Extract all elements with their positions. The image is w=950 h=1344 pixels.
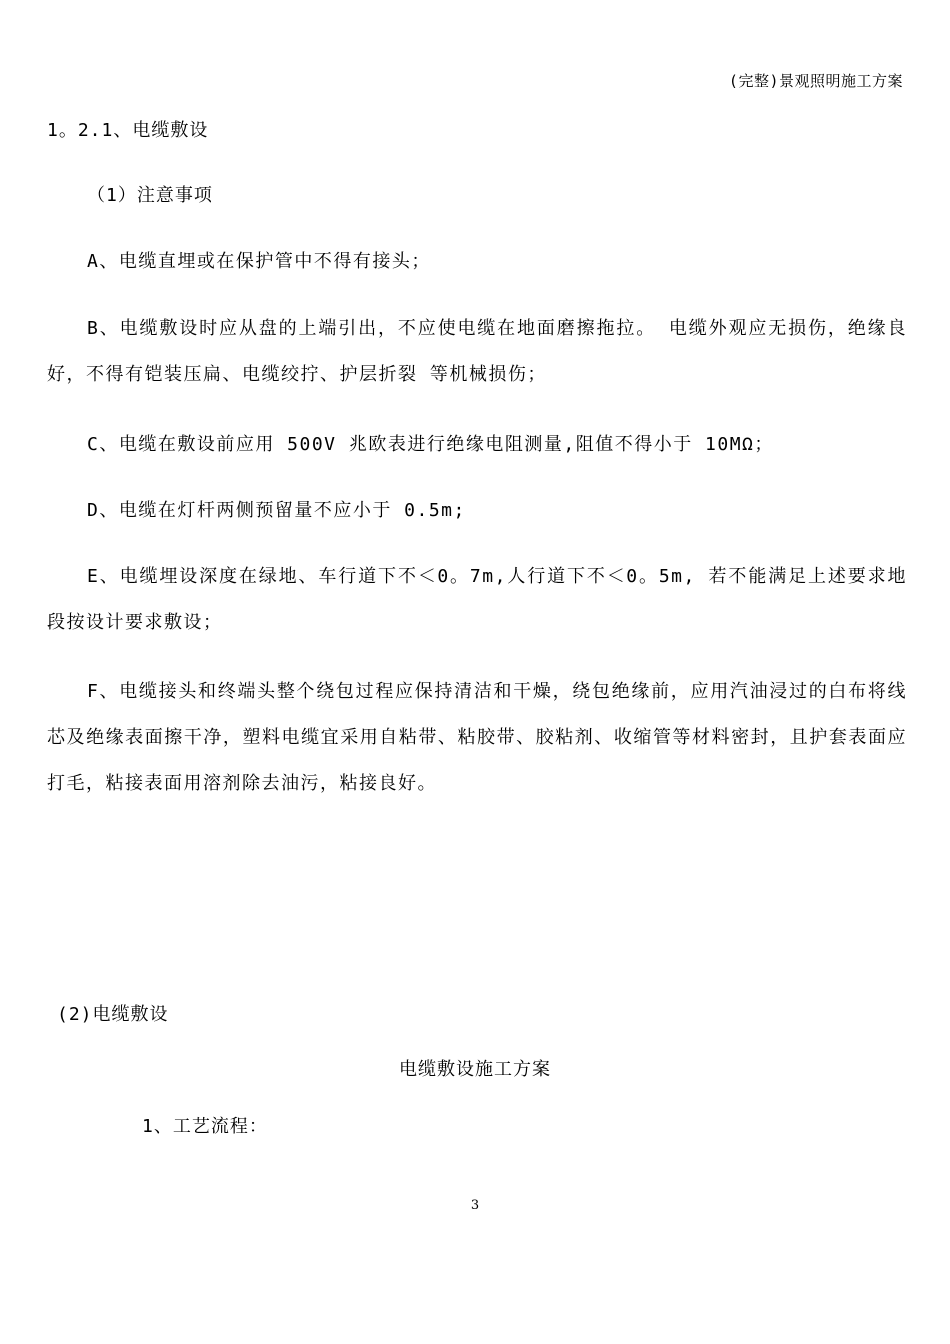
section2-heading: (2)电缆敷设 bbox=[57, 1004, 169, 1025]
item-c: C、电缆在敷设前应用 500V 兆欧表进行绝缘电阻测量,阻值不得小于 10MΩ； bbox=[87, 434, 774, 455]
section2-center-title: 电缆敷设施工方案 bbox=[399, 1059, 551, 1080]
item-a: A、电缆直埋或在保护管中不得有接头； bbox=[87, 251, 431, 272]
item-f: F、电缆接头和终端头整个绕包过程应保持清洁和干燥，绕包绝缘前，应用汽油浸过的白布将线芯及绝缘表面擦干净，塑料电缆宜采用自粘带、粘胶带、胶粘剂、收缩管等材料密封，且护套表面应打毛，粘接表面用溶剂除去油污，粘接良好。 bbox=[47, 681, 907, 794]
item-e: E、电缆埋设深度在绿地、车行道下不＜0。7m,人行道下不＜0。5m, 若不能满足上述要求地段按设计要求敷设； bbox=[47, 566, 907, 633]
sub-heading-notes: （1）注意事项 bbox=[87, 185, 213, 206]
page-number: 3 bbox=[470, 1198, 480, 1213]
item-d: D、电缆在灯杆两侧预留量不应小于 0.5m; bbox=[87, 500, 466, 521]
process-step-1: 1、工艺流程： bbox=[142, 1116, 268, 1137]
section-heading: 1。2.1、电缆敷设 bbox=[47, 120, 209, 141]
item-b: B、电缆敷设时应从盘的上端引出，不应使电缆在地面磨擦拖拉。 电缆外观应无损伤，绝缘良好，不得有铠装压扁、电缆绞拧、护层折裂 等机械损伤； bbox=[47, 318, 907, 385]
page-header-title: (完整)景观照明施工方案 bbox=[728, 72, 903, 90]
